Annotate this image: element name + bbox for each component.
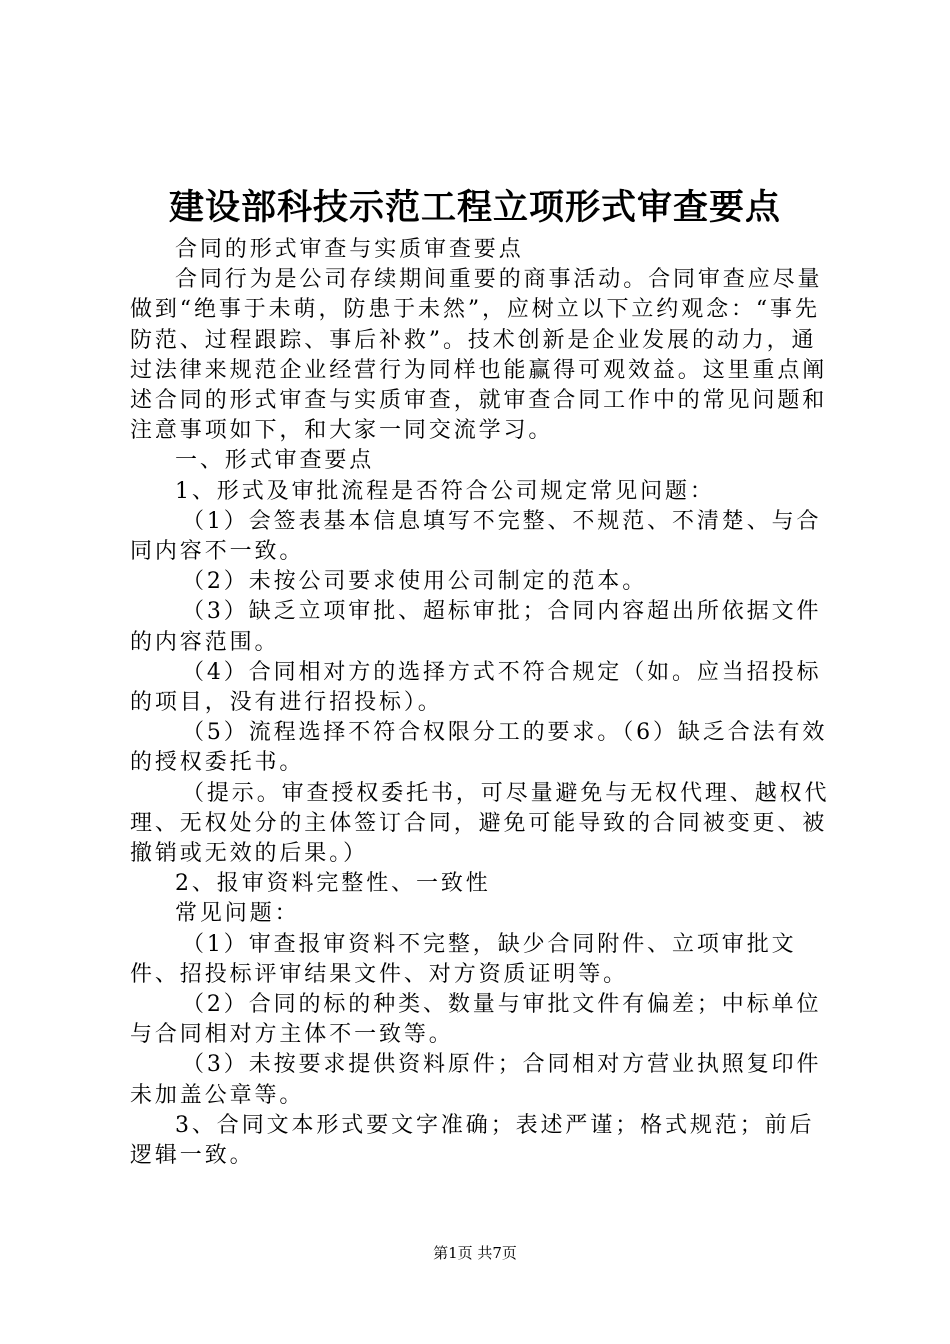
paragraph-issue-4: （4）合同相对方的选择方式不符合规定（如。应当招投标的项目，没有进行招投标）。: [130, 659, 822, 716]
paragraph-issue-1: （1）会签表基本信息填写不完整、不规范、不清楚、与合同内容不一致。: [130, 508, 822, 565]
section-heading-formal-review: 一、形式审查要点: [175, 448, 375, 474]
paragraph-item-3: 3、合同文本形式要文字准确；表述严谨；格式规范；前后逻辑一致。: [130, 1112, 815, 1169]
page-footer: 第1页 共7页: [433, 1244, 517, 1262]
document-title: 建设部科技示范工程立项形式审查要点: [168, 187, 781, 228]
paragraph-item-1: 1、形式及审批流程是否符合公司规定常见问题：: [175, 478, 715, 504]
paragraph-common-issues: 常见问题：: [175, 901, 300, 927]
paragraph-subtitle: 合同的形式审查与实质审查要点: [175, 237, 524, 262]
paragraph-item-2: 2、报审资料完整性、一致性: [175, 871, 491, 897]
paragraph-issue-5-6: （5）流程选择不符合权限分工的要求。（6）缺乏合法有效的授权委托书。: [130, 720, 828, 776]
paragraph-issue-2: （2）未按公司要求使用公司制定的范本。: [182, 569, 648, 595]
paragraph-materials-issue-1: （1）审查报审资料不完整，缺少合同附件、立项审批文件、招投标评审结果文件、对方资质证明等。: [130, 931, 797, 987]
paragraph-intro: 合同行为是公司存续期间重要的商事活动。合同审查应尽量做到“绝事于未萌，防患于未然”，应树立以下立约观念：“事先防范、过程跟踪、事后补救”。技术创新是企业发展的动力，通过法律来规范企业经营行为同样也能赢得可观效益。这里重点阐述合同的形式审查与实质审查，就审查合同工作中的常见问题和注意事项如下，和大家一同交流学习。: [130, 267, 828, 444]
paragraph-tip: （提示。审查授权委托书，可尽量避免与无权代理、越权代理、无权处分的主体签订合同，避免可能导致的合同被变更、被撤销或无效的后果。）: [130, 780, 830, 867]
document-body: [130, 235, 830, 1171]
paragraph-materials-issue-3: （3）未按要求提供资料原件；合同相对方营业执照复印件未加盖公章等。: [130, 1052, 822, 1108]
paragraph-issue-3: （3）缺乏立项审批、超标审批；合同内容超出所依据文件的内容范围。: [130, 599, 822, 655]
paragraph-materials-issue-2: （2）合同的标的种类、数量与审批文件有偏差；中标单位与合同相对方主体不一致等。: [130, 992, 822, 1048]
